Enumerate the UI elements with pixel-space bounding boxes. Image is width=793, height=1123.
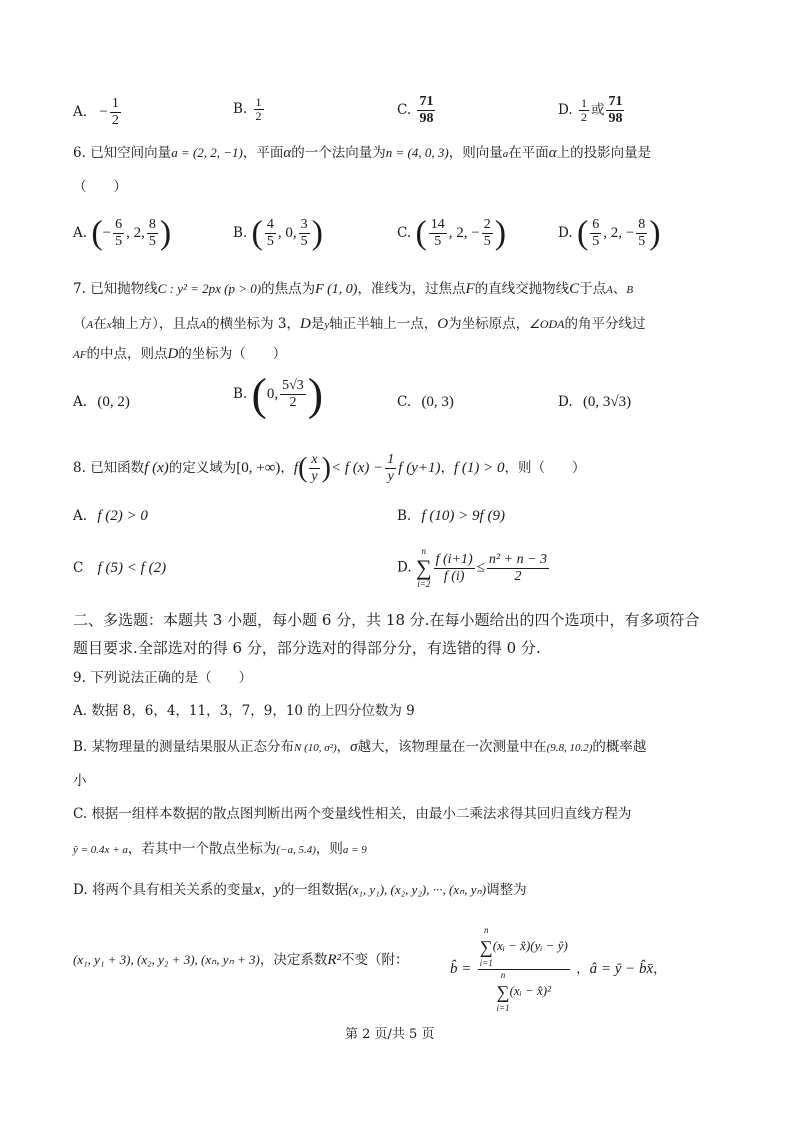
var-a: A (606, 284, 613, 296)
q6-option-b: B. ( $\frac{4}{5}$ , 0, $\frac{3}{5}$ ) (233, 214, 323, 252)
q9-option-d-cont (73, 950, 409, 970)
r-squared: R² (327, 952, 342, 968)
sum-symbol: n ∑ i=1 (479, 925, 493, 968)
question-number: 9. (73, 670, 86, 686)
q7-line-1 (73, 279, 633, 300)
option-label: A. (73, 225, 88, 241)
question-number: 7. (73, 281, 86, 297)
var-d: D (300, 316, 311, 332)
section-heading-line-2: 题目要求.全部选对的得 6 分，部分选对的得部分分，有选错的得 0 分. (73, 639, 541, 657)
option-label: A. (73, 394, 88, 410)
domain: [0, +∞) (236, 460, 281, 476)
var-x: x (106, 319, 112, 331)
stem-text: 的一个法向量为 (291, 145, 386, 161)
q8-stem: 8. 已知函数f (x)的定义域为[0, +∞)，f( $\frac{x}{y}$ )< f (x) − $\frac{1}{y}$ f (y+1)，f (1) > 0，则（ ） (73, 452, 586, 484)
question-number: 8. (73, 460, 86, 476)
option-text: ， (260, 882, 275, 898)
option-label: A. (73, 104, 88, 120)
q8-option-d (397, 546, 551, 590)
var-f: F (465, 281, 475, 297)
stem-text: 轴上方），且点 (111, 316, 200, 332)
data-set-adjusted: (x₁, y₁ + 3), (x₂, y₂ + 3), (xₙ, yₙ + 3) (73, 952, 260, 967)
denominator: 2 (255, 109, 262, 123)
numerator: 1 (580, 96, 587, 110)
vector-a: a = (2, 2, −1) (171, 145, 243, 160)
sigma-symbol: σ (350, 739, 358, 755)
var-d: D (167, 346, 179, 362)
numerator: 1 (111, 96, 119, 111)
numerator: 1 (255, 95, 262, 109)
or-text: 或 (590, 102, 605, 118)
sum-lower: i=1 (479, 958, 493, 968)
option-value: f (10) > 9f (9) (421, 508, 505, 524)
numerator: n² + n − 3 (488, 551, 548, 567)
data-set: (x₁, y₁), (x₂, y₂), ···, (xₙ, yₙ) (348, 882, 487, 897)
option-value: 0, (266, 386, 279, 402)
stem-text: 的角平分线过 (564, 316, 646, 332)
option-text: ， (653, 961, 667, 977)
inequality: f (y+1) (398, 460, 441, 476)
stem-text: 的坐标为（ ） (178, 346, 287, 362)
var-x: x (253, 882, 261, 898)
sum-upper: n (421, 546, 427, 556)
q9-stem (73, 668, 252, 688)
denominator: 2 (111, 113, 119, 128)
denominator: y (311, 469, 318, 484)
var-c: C (569, 281, 580, 297)
var-a: A (86, 319, 94, 331)
fraction (417, 94, 435, 127)
numerator: 71 (608, 94, 623, 109)
stem-text: 、 (612, 281, 627, 297)
option-text: ，决定系数 (259, 952, 328, 968)
alpha-symbol: α (283, 145, 292, 161)
stem-text: 于点 (579, 281, 607, 297)
stem-text: 已知空间向量 (90, 145, 172, 161)
numerator: 1 (387, 452, 395, 467)
option-value: f (5) < f (2) (97, 560, 167, 576)
denominator: 98 (419, 111, 434, 126)
option-label: A. (73, 508, 88, 524)
numerator: 5√3 (282, 378, 304, 393)
stem-text: （ (73, 316, 87, 332)
stem-text: 已知函数 (90, 460, 145, 476)
func-fx: f (x) (144, 460, 169, 476)
bhat-fraction (478, 925, 570, 1014)
fraction (606, 94, 624, 127)
numerator: (xᵢ − x̂)(yᵢ − ŷ) (492, 937, 568, 953)
stem-text: ，准线为 (357, 281, 412, 297)
q8-option-a (73, 506, 148, 526)
parabola-eq: C : y² = 2px (p > 0) (157, 281, 262, 296)
numerator: f (i+1) (435, 551, 473, 567)
stem-text: ，过焦点 (411, 281, 466, 297)
focus: F (1, 0) (315, 282, 358, 297)
q6-option-d: D. ( $\frac{6}{5}$ , 2, − $\frac{8}{5}$ ) (558, 214, 661, 252)
stem-text: 是 (310, 316, 325, 332)
var-a: A (199, 319, 207, 331)
ahat-formula: â = ȳ − b̂x̄ (589, 961, 654, 977)
result: a = 9 (342, 844, 367, 856)
q7-line-2 (73, 314, 646, 335)
option-text: 某物理量的测量结果服从正态分布 (91, 739, 295, 755)
q7-option-a (73, 392, 130, 412)
stem-text: 的定义域为 (168, 460, 237, 476)
normal-dist: N (10, σ²) (294, 742, 337, 754)
stem-text: ，则（ ） (504, 460, 586, 476)
stem-text: 的横坐标为 3， (206, 316, 300, 332)
stem-text: 轴正半轴上一点， (329, 316, 438, 332)
numerator: x (311, 452, 318, 467)
q9-option-d (73, 880, 527, 900)
option-value: (0, 2) (97, 394, 130, 410)
stem-text: 在 (93, 316, 107, 332)
q9-option-c-cont (73, 839, 367, 860)
q5-option-b (233, 96, 266, 123)
option-text: 根据一组样本数据的散点图判断出两个变量线性相关，由最小二乘法求得其回归直线方程为 (91, 806, 632, 822)
option-label: B. (73, 739, 88, 755)
interval: (9.8, 10.2) (546, 742, 593, 754)
vector-n: n = (4, 0, 3) (385, 145, 449, 160)
stem-text: 已知抛物线 (90, 281, 158, 297)
option-label: A. (73, 703, 88, 719)
stem-text: 的焦点为 (261, 281, 316, 297)
condition: f (1) > 0 (453, 460, 505, 476)
var-y: y (324, 319, 330, 331)
var-b: B (626, 284, 634, 296)
fraction (254, 96, 264, 123)
stem-text: ， (280, 460, 294, 476)
segment-af: AF (73, 349, 87, 361)
q7-option-d (558, 392, 631, 412)
vector-a-small: a (502, 148, 509, 160)
option-label: C. (73, 806, 88, 822)
option-text: 不变（附： (341, 952, 409, 968)
alpha-symbol: α (548, 145, 557, 161)
stem-text: 下列说法正确的是（ ） (90, 670, 253, 686)
numerator: 71 (419, 94, 434, 109)
option-text: ， (336, 739, 351, 755)
option-label: D. (397, 559, 412, 576)
option-text: 将两个具有相关关系的变量 (91, 882, 254, 898)
q9-option-b (73, 737, 646, 758)
option-text: 的一组数据 (280, 882, 349, 898)
option-value: (0, 3) (421, 394, 454, 410)
stem-text: ， (440, 460, 454, 476)
option-text: 的概率越 (592, 739, 647, 755)
denominator: y (387, 469, 394, 484)
q6-option-a: A. (− $\frac{6}{5}$ , 2, $\frac{8}{5}$ ) (73, 214, 172, 252)
option-label: C. (397, 394, 412, 410)
option-label: C. (397, 102, 412, 118)
sum-upper: n (500, 970, 506, 980)
option-label: D. (558, 102, 573, 118)
stem-text: 在平面 (508, 145, 549, 161)
stem-text: 为坐标原点， (448, 316, 530, 332)
q7-line-3 (73, 344, 286, 365)
stem-text: ，则向量 (448, 145, 503, 161)
option-label: D. (558, 394, 573, 410)
point: (−a, 5.4) (276, 844, 316, 856)
option-text: ， (576, 961, 590, 977)
le-sign: ≤ (476, 559, 485, 576)
sum-lower: i=1 (496, 1003, 510, 1013)
q8-option-b (397, 506, 505, 526)
var-y: y (274, 882, 281, 898)
option-text: ，则 (315, 841, 343, 857)
angle-oda: ∠ODA (529, 317, 565, 331)
stem-text: 上的投影向量是 (556, 145, 652, 161)
stem-text: 的直线交抛物线 (474, 281, 570, 297)
option-value: (0, 3√3) (582, 394, 632, 410)
denominator: 2 (514, 568, 522, 584)
section-heading-line-1: 二、多选题：本题共 3 小题，每小题 6 分，共 18 分.在每小题给出的四个选项中，有多项符合 (73, 611, 700, 629)
denominator: (xᵢ − x̂)² (509, 982, 551, 998)
func-f: f (293, 460, 299, 476)
option-text: 调整为 (486, 882, 527, 898)
q5-option-d (558, 94, 626, 127)
q6-option-c: C. ( $\frac{14}{5}$ , 2, − $\frac{2}{5}$ ) (397, 214, 507, 252)
q5-option-a (73, 96, 123, 129)
q8-option-c (73, 558, 166, 578)
sum-symbol: n ∑ i=2 (415, 546, 432, 589)
option-label: D. (558, 225, 573, 241)
fraction (110, 96, 121, 129)
stem-text: 的中点，则点 (86, 346, 168, 362)
bhat-label: b̂ = (450, 961, 472, 977)
inequality: < f (x) − (330, 460, 384, 476)
denominator: 2 (580, 110, 587, 124)
q5-option-c (397, 94, 437, 127)
bhat-formula (450, 925, 667, 1014)
option-label: B. (233, 386, 248, 402)
q9-option-a (73, 701, 415, 721)
q9-option-c (73, 804, 631, 824)
q7-option-b: B. (0, $\frac{5√3}{2}$ ) (233, 368, 324, 420)
page-footer: 第 2 页/共 5 页 (345, 1027, 435, 1042)
var-o: O (437, 316, 449, 332)
option-label: C (73, 560, 84, 576)
option-text: ，若其中一个散点坐标为 (127, 841, 277, 857)
option-label: B. (233, 101, 248, 117)
q9-option-b-cont: 小 (73, 773, 87, 789)
option-label: B. (397, 508, 412, 524)
fraction (579, 97, 589, 124)
sum-symbol: n ∑ i=1 (496, 970, 510, 1013)
denominator: 2 (289, 395, 297, 410)
question-number: 6. (73, 145, 86, 161)
denominator: 98 (608, 111, 623, 126)
answer-paren: （ ） (73, 179, 127, 195)
stem-text: ，平面 (242, 145, 284, 161)
option-text: 越大，该物理量在一次测量中在 (357, 739, 547, 755)
option-label: C. (397, 225, 412, 241)
denominator: f (i) (443, 568, 465, 584)
q6-stem (73, 143, 651, 164)
option-value: f (2) > 0 (97, 508, 148, 524)
sum-upper: n (483, 925, 489, 935)
option-label: B. (233, 225, 248, 241)
minus-sign: − (99, 104, 108, 120)
sum-lower: i=2 (417, 579, 431, 589)
regression-eq: ŷ = 0.4x + a (73, 844, 128, 856)
option-label: D. (73, 882, 88, 898)
q7-option-c (397, 392, 454, 412)
option-text: 数据 8，6，4，11，3，7，9，10 的上四分位数为 9 (91, 703, 415, 719)
